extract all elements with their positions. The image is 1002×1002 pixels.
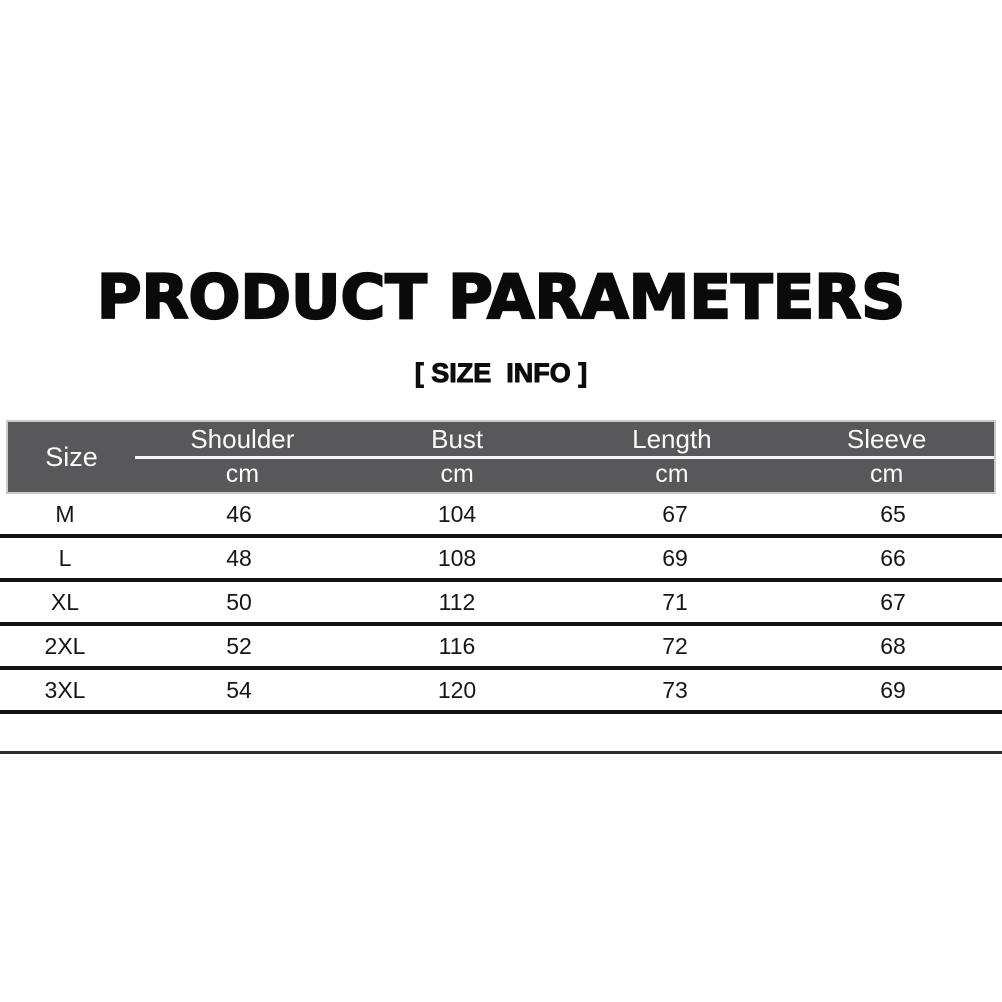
value-cell: 69 [880,676,906,703]
value-cell: 72 [662,632,688,659]
header-divider-line [135,456,994,459]
value-cell: 50 [226,588,252,615]
size-cell: XL [50,588,80,615]
value-cell: 120 [437,676,477,703]
column-header-sleeve: Sleeve [846,424,927,454]
value-cell: 112 [438,588,476,615]
value-cell: 71 [662,588,688,615]
size-cell: L [58,544,72,571]
size-cell: 3XL [44,676,86,703]
table-row [0,538,1002,582]
unit-cell: cm [225,460,260,488]
unit-labels-row [135,457,994,492]
empty-row-bottom-rule [0,714,1002,754]
value-cell: 108 [437,544,477,571]
unit-cell: cm [440,460,474,488]
value-cell: 116 [438,632,476,659]
size-info-subtitle: [ SIZE INFO ] [414,358,588,388]
value-cell: 48 [226,544,252,571]
value-cell: 54 [226,676,252,703]
table-row [0,626,1002,670]
value-cell: 65 [880,500,906,527]
unit-cell: cm [655,460,689,488]
value-cell: 67 [662,500,688,527]
table-row [0,494,1002,538]
header-columns-region [135,422,994,492]
product-title: PRODUCT PARAMETERS [96,262,906,333]
size-header-cell: Size [45,441,98,472]
column-labels-row [135,422,994,457]
column-header-bust: Bust [431,424,484,454]
column-header-shoulder: Shoulder [190,424,295,454]
value-cell: 52 [226,632,252,659]
value-cell: 68 [880,632,906,659]
value-cell: 73 [662,676,688,703]
table-row [0,582,1002,626]
size-cell: M [55,500,75,527]
value-cell: 104 [437,500,477,527]
unit-cell: cm [869,460,904,488]
size-cell: 2XL [44,632,86,659]
value-cell: 67 [880,588,906,615]
value-cell: 66 [880,544,906,571]
column-header-length: Length [632,424,712,454]
size-table-header [6,420,996,494]
value-cell: 69 [662,544,688,571]
size-table-rows [0,494,1002,754]
value-cell: 46 [226,500,252,527]
table-row [0,670,1002,714]
